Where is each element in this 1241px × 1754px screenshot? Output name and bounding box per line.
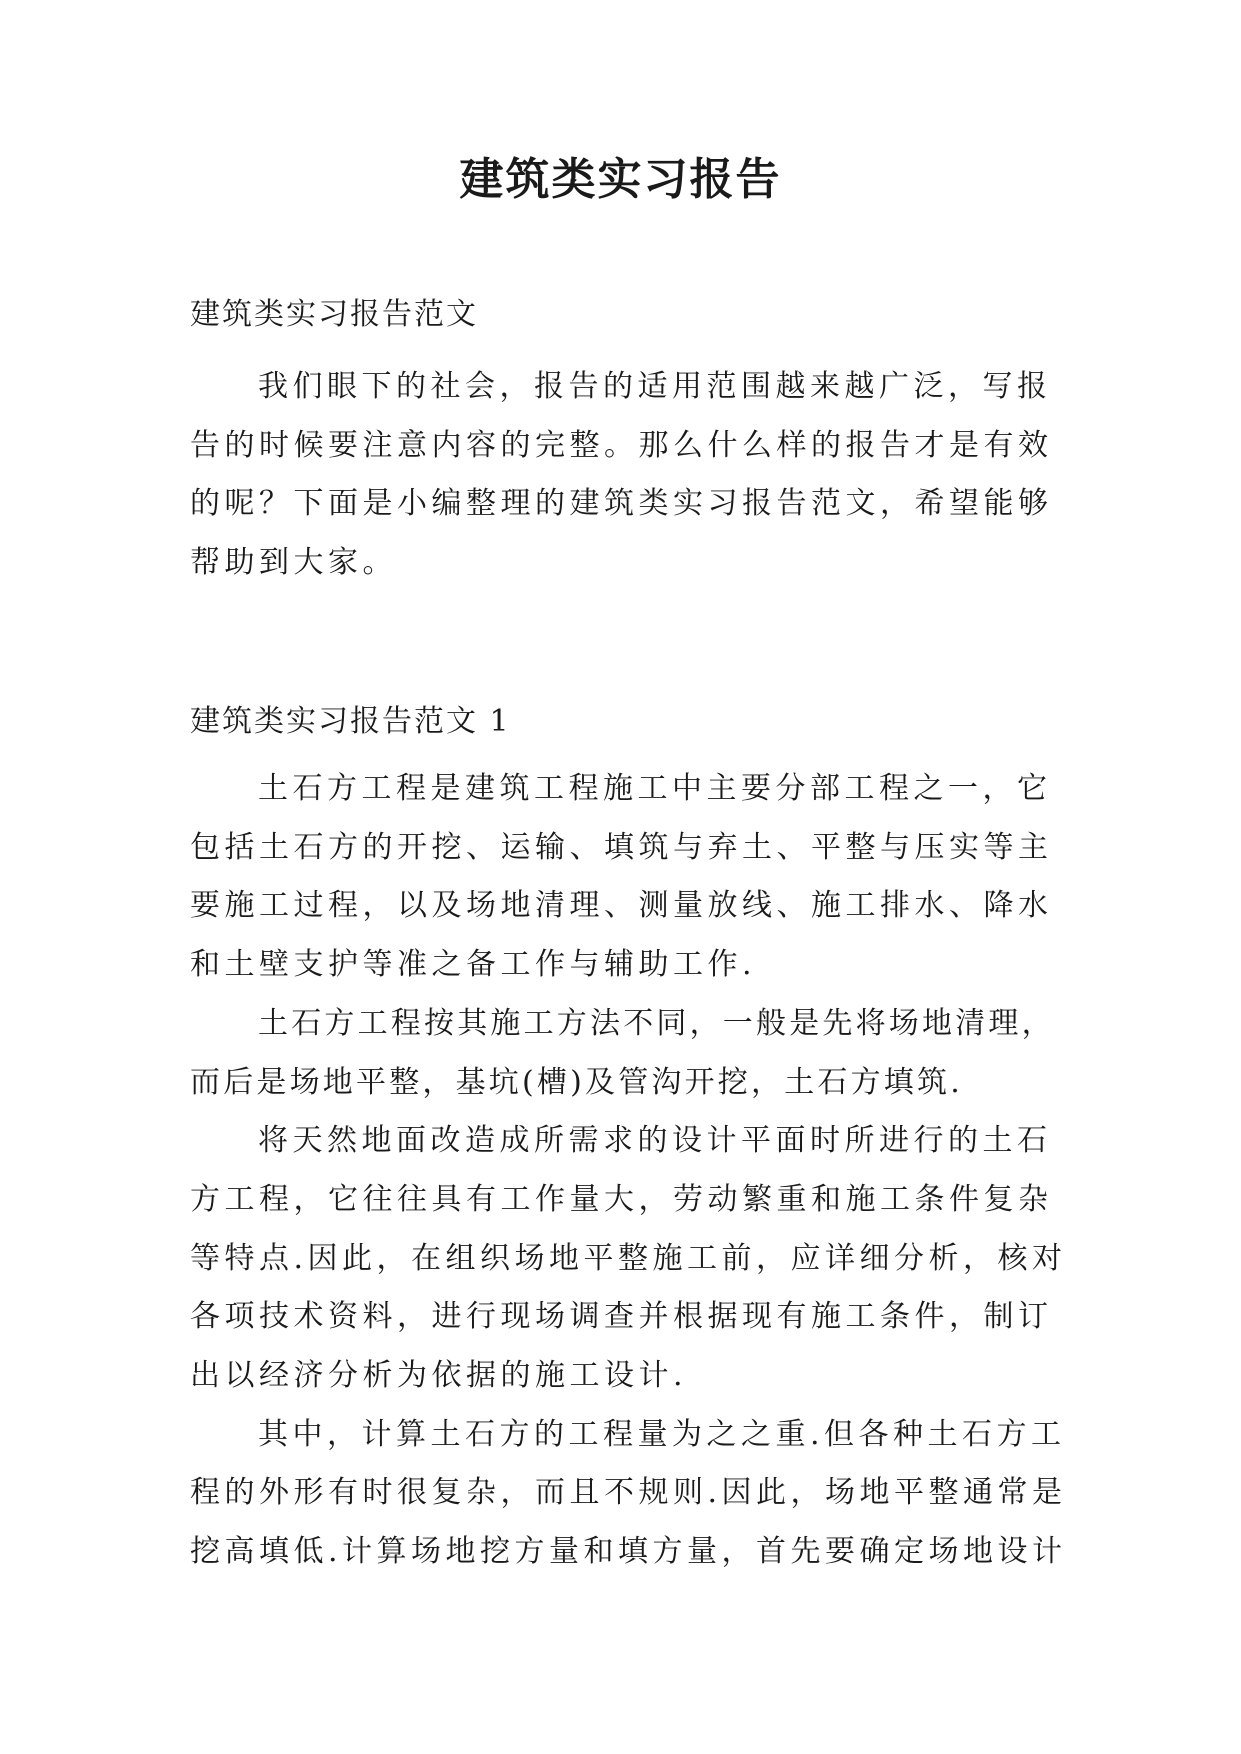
body-paragraph-1: 土石方工程是建筑工程施工中主要分部工程之一，它包括土石方的开挖、运输、填筑与弃土、平整与压实等主要施工过程，以及场地清理、测量放线、施工排水、降水和土壁支护等准之备工作与辅助工作. [190, 771, 1053, 983]
document-subtitle: 建筑类实习报告范文 [190, 297, 478, 332]
body-paragraph-4: 其中，计算土石方的工程量为之之重.但各种土石方工程的外形有时很复杂，而且不规则.因此，场地平整通常是挖高填低.计算场地挖方量和填方量，首先要确定场地设计 [190, 1416, 1067, 1570]
body-paragraph-2: 土石方工程按其施工方法不同，一般是先将场地清理，而后是场地平整，基坑(槽)及管沟开挖，土石方填筑. [190, 1005, 1055, 1100]
body-block [190, 760, 1070, 1582]
intro-paragraph: 我们眼下的社会，报告的适用范围越来越广泛，写报告的时候要注意内容的完整。那么什么样的报告才是有效的呢？下面是小编整理的建筑类实习报告范文，希望能够帮助到大家。 [190, 369, 1053, 581]
body-paragraph-3: 将天然地面改造成所需求的设计平面时所进行的土石方工程，它往往具有工作量大，劳动繁重和施工条件复杂等特点.因此，在组织场地平整施工前，应详细分析，核对各项技术资料，进行现场调查并根据现有施工条件，制订出以经济分析为依据的施工设计. [190, 1123, 1067, 1394]
document-title: 建筑类实习报告 [459, 154, 782, 205]
intro-block [190, 358, 1070, 593]
section-heading: 建筑类实习报告范文 1 [190, 704, 511, 739]
